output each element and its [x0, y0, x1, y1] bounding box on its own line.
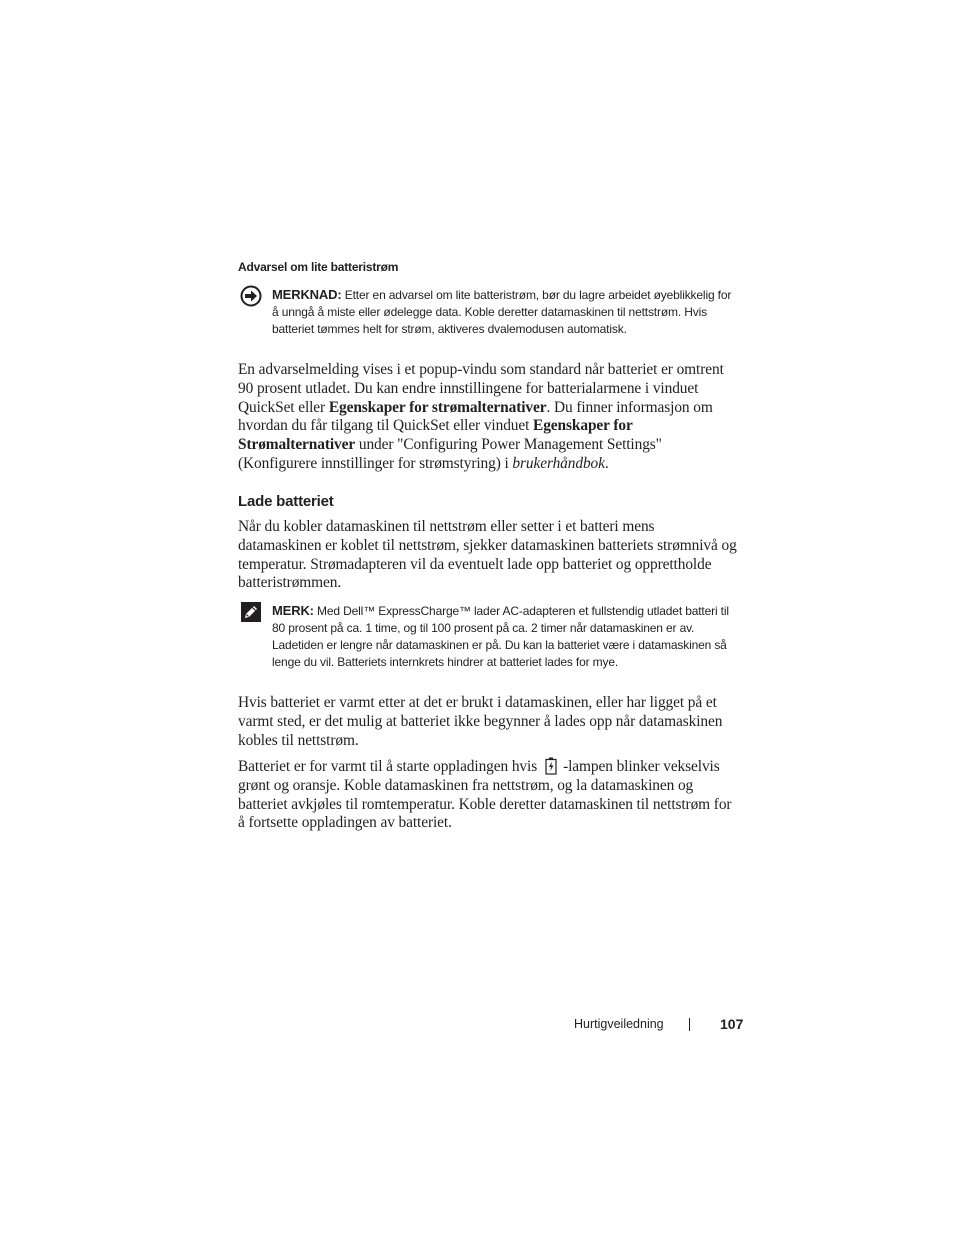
power-options-term: Egenskaper for strømalternativer — [328, 398, 547, 416]
charging-paragraph — [238, 518, 738, 593]
power-options-term: Egenskaper for Strømalternativer — [238, 417, 633, 454]
footer-title: Hurtigveiledning — [574, 1017, 664, 1031]
notice-label: MERKNAD: — [272, 287, 342, 302]
notice-text — [272, 286, 740, 338]
hot-battery-paragraph — [238, 694, 738, 750]
footer-separator — [689, 1018, 690, 1031]
paragraph-text-part: . — [604, 454, 609, 472]
battery-status-icon — [545, 757, 557, 775]
pencil-note-icon — [240, 601, 262, 623]
charging-light-paragraph — [238, 757, 738, 833]
note-label: MERK: — [272, 603, 314, 618]
charging-heading: Lade batteriet — [238, 493, 334, 510]
notice-body: Etter en advarsel om lite batteristrøm, bør du lagre arbeidet øyeblikkelig for å unngå å miste eller ødelegge data. Koble deretter datamaskinen til nettstrøm. Hvis batteriet tømmes helt for strøm, aktiveres dvalemodusen automatisk. — [272, 288, 732, 336]
charging-paragraph-text: Når du kobler datamaskinen til nettstrøm eller setter i et batteri mens datamaskinen er koblet til nettstrøm, sjekker datamaskinen batteriets strømnivå og temperatur. Strømadapteren vil da eventuelt lade opp batteriet og opprettholde batteristrømmen. — [238, 518, 737, 592]
paragraph-text-part: . Du finner informasjon om hvordan du får tilgang til QuickSet eller vinduet — [238, 398, 713, 435]
paragraph-text-part: Batteriet er for varmt til å starte oppladingen hvis — [238, 758, 538, 775]
low-battery-paragraph — [238, 361, 738, 474]
note-text — [272, 602, 740, 671]
section-heading-charging — [238, 492, 738, 512]
charging-light-paragraph-text — [238, 757, 738, 833]
hot-battery-paragraph-text: Hvis batteriet er varmt etter at det er brukt i datamaskinen, eller har ligget på et varmt sted, er det mulig at batteriet ikke begynner å lades opp når datamaskinen kobles til nettstrøm. — [238, 694, 723, 749]
paragraph-text-part: under "Configuring Power Management Settings" (Konfigurere innstillinger for strømstyring) i — [238, 436, 662, 472]
paragraph-text-part: -lampen blinker vekselvis grønt og oransje. Koble datamaskinen fra nettstrøm, og la datamaskinen og batteriet avkjøles til romtemperatur. Koble deretter datamaskinen til nettstrøm for å fortsette oppladingen av batteriet. — [238, 758, 732, 832]
low-battery-paragraph-text — [238, 361, 738, 474]
page-number: 107 — [720, 1016, 744, 1032]
low-battery-heading: Advarsel om lite batteristrøm — [238, 260, 399, 274]
user-guide-reference: brukerhåndbok — [512, 454, 605, 472]
note-body: Med Dell™ ExpressCharge™ lader AC-adapteren et fullstendig utladet batteri til 80 prosent på ca. 1 time, og til 100 prosent på ca. 2 timer når datamaskinen er av. Ladetiden er lengre når datamaskinen er på. Du kan la batteriet være i datamaskinen så lenge du vil. Batteriets internkrets hindrer at batteriet lades for mye. — [272, 604, 729, 669]
notice-arrow-icon — [240, 285, 262, 307]
paragraph-text-part: En advarselmelding vises i et popup-vindu som standard når batteriet er omtrent 90 prosent utladet. Du kan endre innstillingene for batterialarmene i vinduet QuickSet eller — [238, 361, 724, 416]
section-heading-low-battery — [238, 259, 738, 275]
